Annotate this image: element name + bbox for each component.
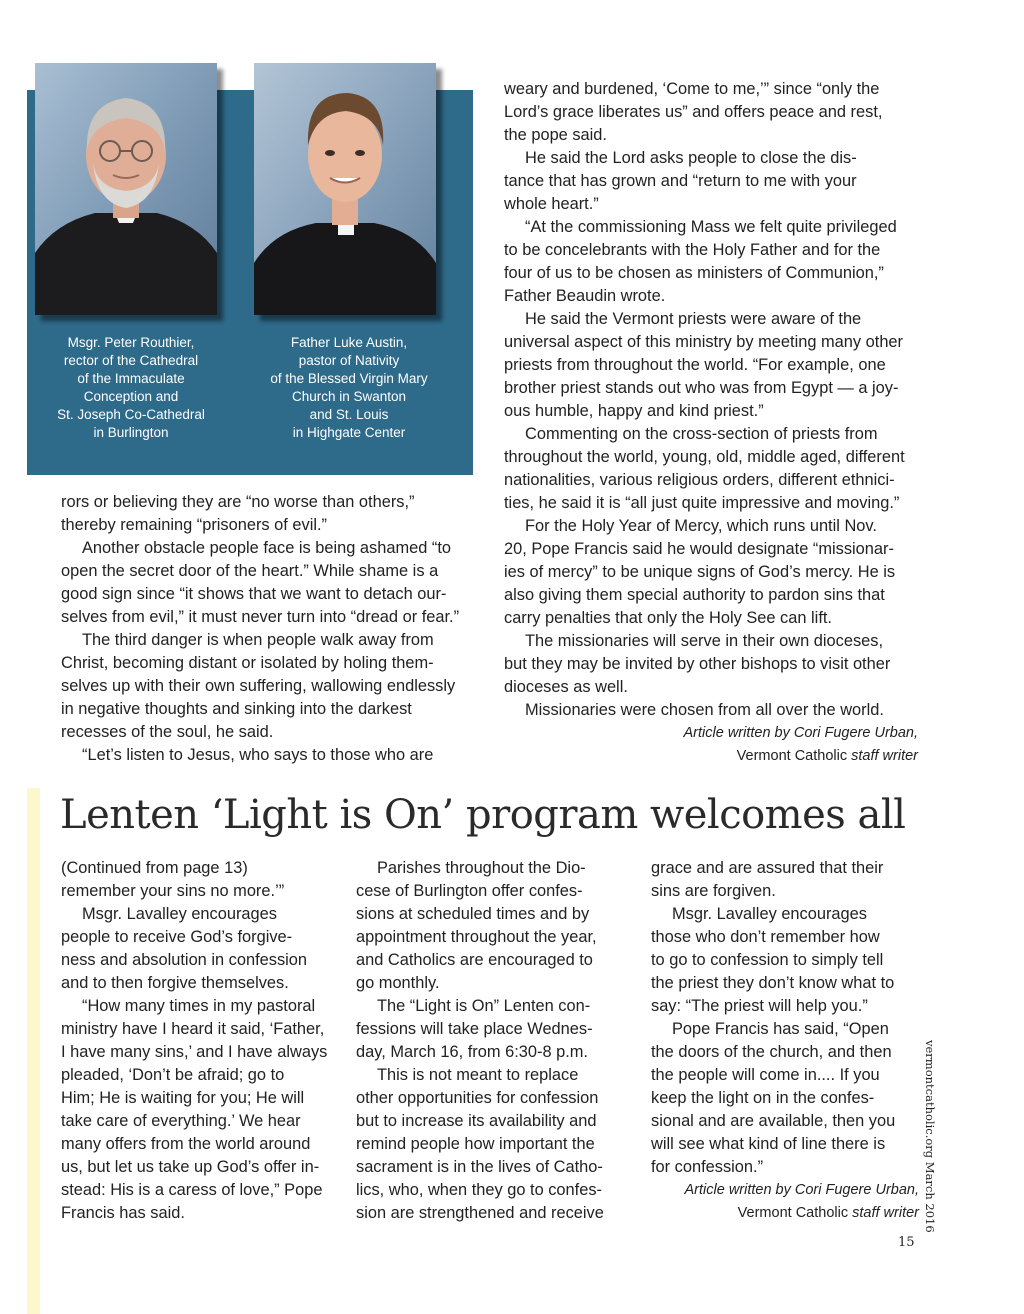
text-line: He said the Vermont priests were aware of the: [525, 310, 862, 328]
caption-line: Conception and: [83, 389, 179, 404]
text-line: in negative thoughts and sinking into the darkest: [61, 700, 412, 718]
text-line: selves from evil,” it must never turn into “dread or fear.”: [61, 608, 460, 626]
caption-line: of the Immaculate: [77, 371, 185, 386]
text-line: Christ, becoming distant or isolated by holing them-: [61, 654, 434, 672]
article-headline: Lenten ‘Light is On’ program welcomes all: [60, 792, 906, 838]
text-line: Commenting on the cross-section of priests from: [525, 425, 878, 443]
text-line: ies of mercy” to be unique signs of God’s mercy. He is: [504, 563, 896, 581]
text-line: brother priest stands out who was from Egypt — a joy-: [504, 379, 899, 397]
text-line: go monthly.: [356, 974, 440, 992]
side-footer-text: vermontcatholic.org March 2016: [923, 1040, 937, 1233]
text-line: but to increase its availability and: [356, 1112, 597, 1130]
text-line: people to receive God’s forgive-: [61, 928, 293, 946]
text-line: rors or believing they are “no worse than others,”: [61, 493, 415, 511]
text-line: remind people how important the: [356, 1135, 595, 1153]
text-line: Lord’s grace liberates us” and offers peace and rest,: [504, 103, 883, 121]
article2-column-2: [356, 857, 626, 1225]
text-line: and Catholics are encouraged to: [356, 951, 593, 969]
text-line: “How many times in my pastoral: [82, 997, 316, 1015]
byline-publication: [651, 1202, 919, 1225]
caption-line: Father Luke Austin,: [290, 335, 408, 350]
text-line: day, March 16, from 6:30-8 p.m.: [356, 1043, 588, 1061]
text-line: open the secret door of the heart.” While shame is a: [61, 562, 439, 580]
text-line: to be concelebrants with the Holy Father and for the: [504, 241, 881, 259]
text-line: to go to confession to simply tell: [651, 951, 884, 969]
text-line: universal aspect of this ministry by meeting many other: [504, 333, 904, 351]
photo-caption-routhier: [36, 334, 226, 442]
text-line: throughout the world, young, old, middle aged, different: [504, 448, 905, 466]
photo-msgr-peter-routhier: [35, 63, 217, 315]
text-line: sacrament is in the lives of Catho-: [356, 1158, 603, 1176]
text-line: and to then forgive themselves.: [61, 974, 289, 992]
text-line: good sign since “it shows that we want to detach our-: [61, 585, 447, 603]
text-line: sion are strengthened and receive: [356, 1204, 604, 1222]
text-line: Him; He is waiting for you; He will: [61, 1089, 305, 1107]
text-line: take care of everything.’ We hear: [61, 1112, 301, 1130]
text-line: This is not meant to replace: [377, 1066, 579, 1084]
text-line: sions at scheduled times and by: [356, 905, 590, 923]
text-line: the pope said.: [504, 126, 607, 144]
text-line: selves up with their own suffering, wallowing endlessly: [61, 677, 456, 695]
byline-pub-name: Vermont Catholic: [737, 1205, 849, 1221]
text-line: for confession.”: [651, 1158, 764, 1176]
text-line: cese of Burlington offer confes-: [356, 882, 583, 900]
text-line: keep the light on in the confes-: [651, 1089, 875, 1107]
text-line: the doors of the church, and then: [651, 1043, 892, 1061]
text-line: Another obstacle people face is being ashamed “to: [82, 539, 452, 557]
text-line: recesses of the soul, he said.: [61, 723, 274, 741]
text-line: ties, he said it is “all just quite impressive and moving.”: [504, 494, 900, 512]
text-line: Msgr. Lavalley encourages: [82, 905, 277, 923]
text-line: many offers from the world around: [61, 1135, 311, 1153]
text-line: (Continued from page 13): [61, 859, 248, 877]
text-line: thereby remaining “prisoners of evil.”: [61, 516, 328, 534]
text-line: The “Light is On” Lenten con-: [377, 997, 591, 1015]
byline-role: staff writer: [851, 748, 918, 764]
text-line: “Let’s listen to Jesus, who says to those who are: [82, 746, 434, 764]
text-line: ness and absolution in confession: [61, 951, 308, 969]
side-footer-url-date: [923, 1040, 955, 1233]
text-line: remember your sins no more.’”: [61, 882, 285, 900]
text-line: will see what kind of line there is: [651, 1135, 886, 1153]
text-line: sins are forgiven.: [651, 882, 776, 900]
text-line: dioceses as well.: [504, 678, 628, 696]
caption-line: pastor of Nativity: [298, 353, 400, 368]
text-line: those who don’t remember how: [651, 928, 880, 946]
text-line: For the Holy Year of Mercy, which runs until Nov.: [525, 517, 877, 535]
text-line: four of us to be chosen as ministers of Communion,”: [504, 264, 884, 282]
byline: Article written by Cori Fugere Urban,: [684, 1182, 919, 1198]
text-line: lics, who, when they go to confes-: [356, 1181, 602, 1199]
text-line: weary and burdened, ‘Come to me,’” since “only the: [504, 80, 880, 98]
caption-line: of the Blessed Virgin Mary: [270, 371, 428, 386]
byline-pub-name: Vermont Catholic: [736, 748, 848, 764]
caption-line: in Burlington: [93, 425, 169, 440]
text-line: carry penalties that only the Holy See can lift.: [504, 609, 832, 627]
caption-line: and St. Louis: [309, 407, 389, 422]
article1-right-column: [504, 78, 918, 768]
text-line: “At the commissioning Mass we felt quite privileged: [525, 218, 897, 236]
text-line: I have many sins,’ and I have always: [61, 1043, 328, 1061]
text-line: ministry have I heard it said, ‘Father,: [61, 1020, 325, 1038]
caption-line: in Highgate Center: [292, 425, 406, 440]
byline: Article written by Cori Fugere Urban,: [683, 725, 918, 741]
text-line: 20, Pope Francis said he would designate “missionar-: [504, 540, 894, 558]
text-line: Msgr. Lavalley encourages: [672, 905, 867, 923]
text-line: appointment throughout the year,: [356, 928, 597, 946]
text-line: Parishes throughout the Dio-: [377, 859, 586, 877]
article1-left-column: [61, 491, 475, 767]
text-line: sional and are available, then you: [651, 1112, 896, 1130]
caption-line: Church in Swanton: [291, 389, 407, 404]
text-line: Francis has said.: [61, 1204, 185, 1222]
article2-column-1: [61, 857, 331, 1225]
byline-publication: [504, 745, 918, 768]
caption-line: Msgr. Peter Routhier,: [67, 335, 195, 350]
text-line: grace and are assured that their: [651, 859, 884, 877]
text-line: fessions will take place Wednes-: [356, 1020, 593, 1038]
text-line: the priest they don’t know what to: [651, 974, 895, 992]
text-line: Missionaries were chosen from all over the world.: [525, 701, 884, 719]
photo-caption-austin: [254, 334, 444, 442]
text-line: but they may be invited by other bishops to visit other: [504, 655, 891, 673]
text-line: also giving them special authority to pardon sins that: [504, 586, 885, 604]
text-line: stead: His is a caress of love,” Pope: [61, 1181, 323, 1199]
text-line: ous humble, happy and kind priest.”: [504, 402, 764, 420]
text-line: whole heart.”: [504, 195, 599, 213]
text-line: priests from throughout the world. “For example, one: [504, 356, 886, 374]
text-line: us, but let us take up God’s offer in-: [61, 1158, 320, 1176]
text-line: nationalities, various religious orders, different ethnici-: [504, 471, 895, 489]
text-line: The third danger is when people walk away from: [82, 631, 434, 649]
text-line: Pope Francis has said, “Open: [672, 1020, 889, 1038]
text-line: tance that has grown and “return to me with your: [504, 172, 857, 190]
caption-line: St. Joseph Co-Cathedral: [57, 407, 205, 422]
caption-line: rector of the Cathedral: [63, 353, 199, 368]
byline-role: staff writer: [852, 1205, 919, 1221]
photo-father-luke-austin: [254, 63, 436, 315]
article2-column-3: [651, 857, 919, 1225]
text-line: other opportunities for confession: [356, 1089, 599, 1107]
text-line: Father Beaudin wrote.: [504, 287, 666, 305]
text-line: The missionaries will serve in their own dioceses,: [525, 632, 884, 650]
text-line: the people will come in.... If you: [651, 1066, 880, 1084]
yellow-accent-bar: [27, 788, 40, 1314]
text-line: pleaded, ‘Don’t be afraid; go to: [61, 1066, 285, 1084]
page-number: 15: [898, 1235, 915, 1250]
text-line: say: “The priest will help you.”: [651, 997, 868, 1015]
text-line: He said the Lord asks people to close the dis-: [525, 149, 857, 167]
